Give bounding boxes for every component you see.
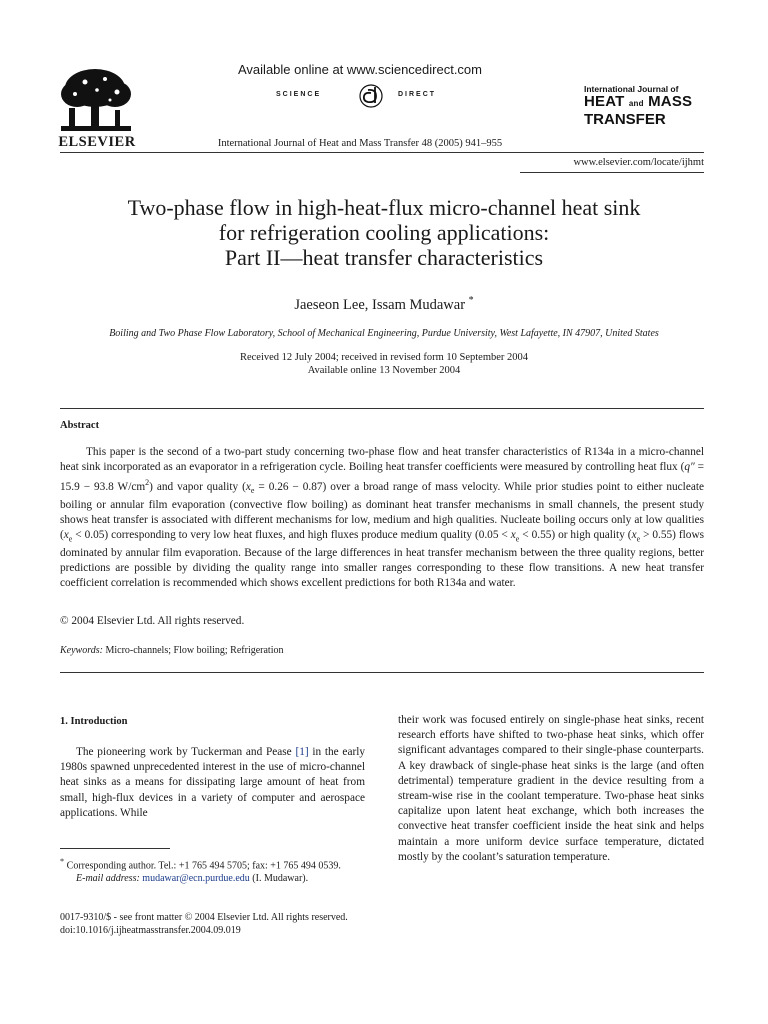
footnote-rule: [60, 848, 170, 849]
intro-left-column: The pioneering work by Tuckerman and Pease [1] in the early 1980s spawned unprecedented interest in the use of micro-channel heat sinks as a means for dissipating large amount of heat from small, high-flux devices in a variety of computer and aerospace applications. While: [60, 746, 366, 819]
journal-logo-line1: International Journal of: [584, 84, 679, 94]
header-rule-left: [60, 152, 704, 153]
journal-logo-line3: TRANSFER: [584, 111, 666, 128]
abstract-top-rule: [60, 408, 704, 409]
journal-url[interactable]: www.elsevier.com/locate/ijhmt: [573, 157, 704, 168]
sciencedirect-left-word: SCIENCE: [276, 91, 322, 98]
abstract-bottom-rule: [60, 672, 704, 673]
sciencedirect-logo: [276, 83, 476, 109]
article-authors: Jaeseon Lee, Issam Mudawar *: [294, 295, 474, 313]
article-title: Two-phase flow in high-heat-flux micro-channel heat sink for refrigeration cooling applications: Part II—heat transfer characteristics: [127, 195, 641, 270]
available-online-text[interactable]: Available online at www.sciencedirect.com: [238, 62, 482, 77]
front-matter-footer: 0017-9310/$ - see front matter © 2004 Elsevier Ltd. All rights reserved. doi:10.1016/j.ijheatmasstransfer.2004.09.019: [60, 911, 460, 937]
abstract-copyright: © 2004 Elsevier Ltd. All rights reserved.: [60, 615, 245, 627]
corresponding-author-mark[interactable]: *: [468, 295, 474, 306]
abstract-body: This paper is the second of a two-part study concerning two-phase flow and heat transfer characteristics of R134a in a micro-channel heat sink incorporated as an evaporator in a refrigeration cycle. Boiling heat transfer coefficients were measured by controlling heat flux (q″ = 15.9 − 93.8 $W/cm^2$) and vapor quality $(x_e = 0.26 - 0.87)$ over a broad range of mass velocity. While prior studies point to either nucleate boiling or annular film evaporation (convective flow boiling) as dominant heat transfer mechanisms in small channels, the present study shows heat transfer is associated with different mechanisms for low, medium and high qualities. Nucleate boiling occurs only at low qualities $(x_e < 0.05)$ corresponding to very low heat fluxes, and high fluxes produce medium quality $(0.05 < x_e < 0.55)$ or high quality $(x_e > 0.55)$ flows dominated by annular film evaporation. Because of the large differences in heat transfer mechanism between the three quality regions, better predictions are possible by dividing the quality range into smaller ranges corresponding to these flow transitions. A new heat transfer coefficient correlation is recommended which shows excellent predictions for both R134a and water.: [60, 446, 704, 590]
journal-logo-line2: HEAT and MASS: [584, 93, 693, 110]
intro-right-column: their work was focused entirely on single-phase heat sinks, recent research efforts have shifted to two-phase heat sinks, which offer significant advantages compared to their single-phase counterparts. A key drawback of single-phase heat sinks is the large (and often detrimental) temperature gradient in the device resulting from a stream-wise rise in the coolant temperature. Two-phase heat sinks capitalize upon latent heat exchange, which both increases the convective heat transfer coefficient inside the heat sink and helps maintain a more uniform device surface temperature, dictated mostly by the coolant’s saturation temperature.: [398, 714, 704, 863]
section-heading-introduction: 1. Introduction: [60, 716, 128, 727]
sciencedirect-right-word: DIRECT: [398, 91, 437, 98]
author-email-link[interactable]: mudawar@ecn.purdue.edu: [142, 873, 250, 885]
affiliation: Boiling and Two Phase Flow Laboratory, School of Mechanical Engineering, Purdue University, West Lafayette, IN 47907, United States: [109, 328, 659, 339]
journal-citation: International Journal of Heat and Mass Transfer 48 (2005) 941–955: [217, 138, 503, 149]
corresponding-footnote: * Corresponding author. Tel.: +1 765 494 5705; fax: +1 765 494 0539. E-mail address: mudawar@ecn.purdue.edu (I. Mudawar).: [60, 857, 341, 885]
doi[interactable]: doi:10.1016/j.ijheatmasstransfer.2004.09.019: [60, 925, 241, 936]
sciencedirect-d-icon: [346, 83, 396, 109]
article-dates: Received 12 July 2004; received in revised form 10 September 2004 Available online 13 November 2004: [239, 352, 529, 376]
journal-logo: [584, 84, 704, 128]
publisher-name: ELSEVIER: [58, 134, 136, 150]
elsevier-tree-logo: [55, 64, 137, 134]
header-rule-right: [520, 172, 704, 173]
reference-link-1[interactable]: [1]: [295, 746, 309, 758]
keywords: Keywords: Micro-channels; Flow boiling; Refrigeration: [60, 645, 284, 656]
abstract-heading: Abstract: [60, 420, 100, 431]
